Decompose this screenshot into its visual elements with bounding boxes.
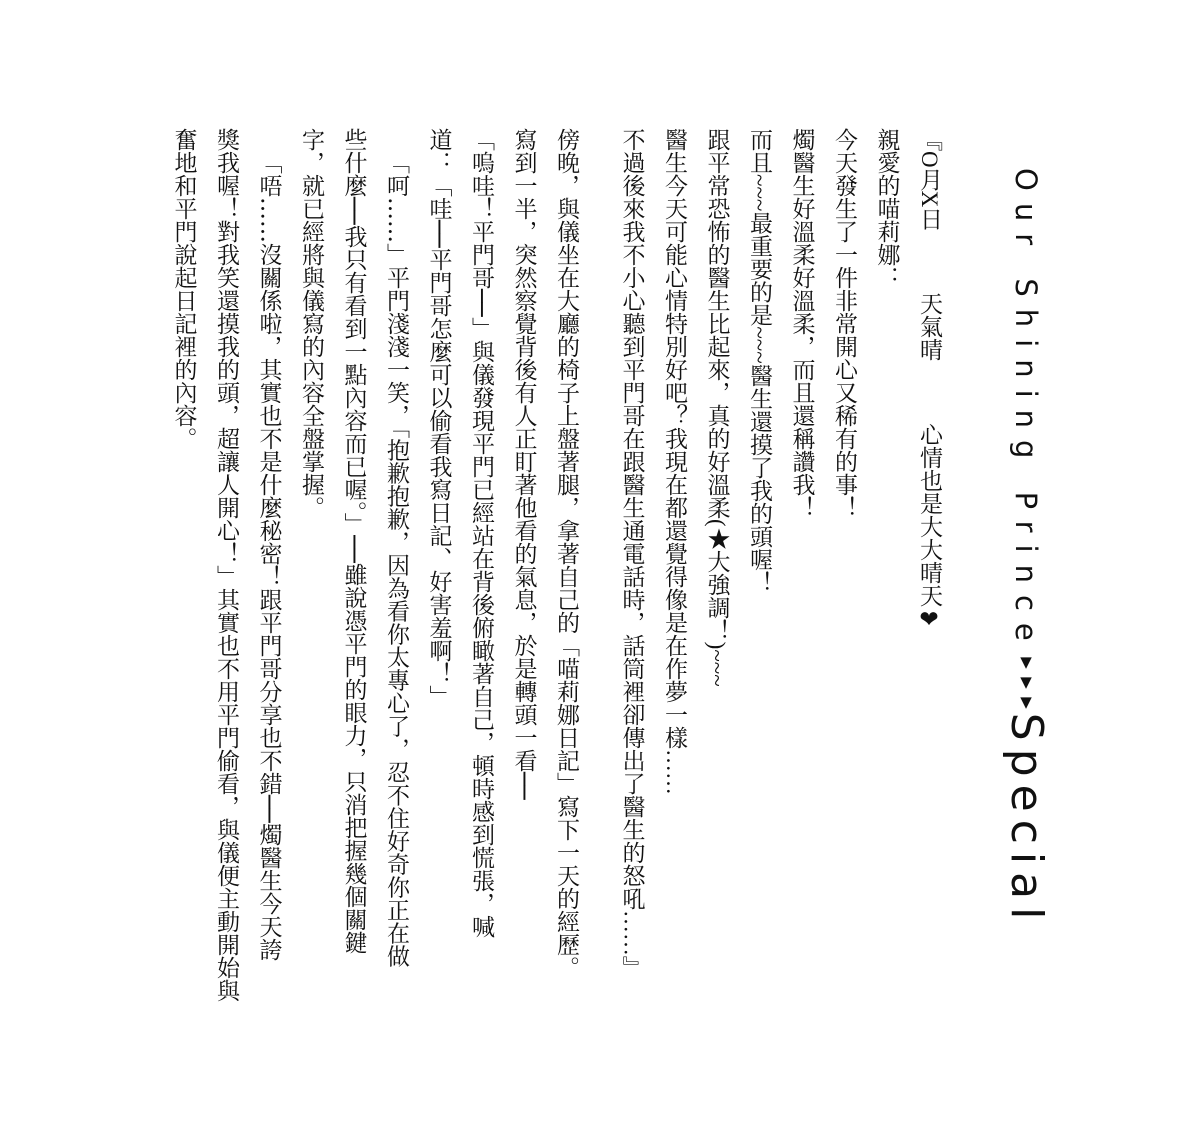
- narrative-line: 道：「哇──平門哥怎麼可以偷看我寫日記、好害羞啊！」: [425, 128, 452, 708]
- title-main: Our Shining Prince: [1009, 168, 1043, 653]
- diary-line: 不過後來我不小心聽到平門哥在跟醫生通電話時，話筒裡卻傳出了醫生的怒吼……』: [619, 128, 645, 979]
- narrative-line: 「唔……沒關係啦，其實也不是什麼秘密！跟平門哥分享也不錯──燭醫生今天誇: [255, 151, 282, 961]
- narrative-line: 奮地和平門說起日記裡的內容。: [170, 128, 197, 450]
- diary-line: 今天發生了一件非常開心又稀有的事！: [832, 128, 857, 519]
- vertical-text-block: [162, 128, 950, 1068]
- diary-line: 跟平常恐怖的醫生比起來，真的好溫柔(★大強調！)~~~: [704, 128, 730, 687]
- diary-line: 燭醫生好溫柔好溫柔，而且還稱讚我！: [789, 128, 815, 519]
- diary-date: 『O月X日: [917, 128, 942, 231]
- diary-weather: 天氣晴: [917, 292, 942, 362]
- narrative-line: 傍晚，與儀坐在大廳的椅子上盤著腿，拿著自己的「喵莉娜日記」寫下一天的經歷。: [553, 128, 579, 979]
- triangle-ornament-icon: ▼▼▼: [1017, 652, 1035, 713]
- diary-line: 親愛的喵莉娜：: [874, 128, 900, 289]
- section-gap: [587, 128, 610, 1068]
- heart-icon: ❤: [917, 607, 942, 634]
- narrative-line: 些什麼──我只有看到一點內容而已喔。」──雖說憑平門的眼力，只消把握幾個關鍵: [340, 128, 367, 954]
- narrative-line: 「呵……」平門淺淺一笑，「抱歉抱歉，因為看你太專心了，忍不住好奇你正在做: [383, 151, 409, 968]
- narrative-line: 獎我喔！對我笑還摸我的頭，超讓人開心！」其實也不用平門偷看，與儀便主動開始與: [213, 128, 239, 1002]
- diary-header-line: [908, 128, 951, 1068]
- narrative-line: 字，就已經將與儀寫的內容全盤掌握。: [298, 128, 324, 519]
- chapter-title: [1001, 168, 1052, 988]
- diary-line: 醫生今天可能心情特別好吧？我現在都還覺得像是在作夢一樣……: [662, 128, 687, 795]
- diary-mood: 心情也是大大晴天: [917, 423, 942, 608]
- diary-line: 而且~~~最重要的是~~~醫生還摸了我的頭喔！: [747, 128, 772, 594]
- narrative-line: 「嗚哇！平門哥──」與儀發現平門已經站在背後俯瞰著自己，頓時感到慌張，喊: [468, 128, 494, 938]
- title-special: Special: [1001, 712, 1052, 928]
- narrative-line: 寫到一半，突然察覺背後有人正盯著他看的氣息，於是轉頭一看──: [510, 128, 537, 800]
